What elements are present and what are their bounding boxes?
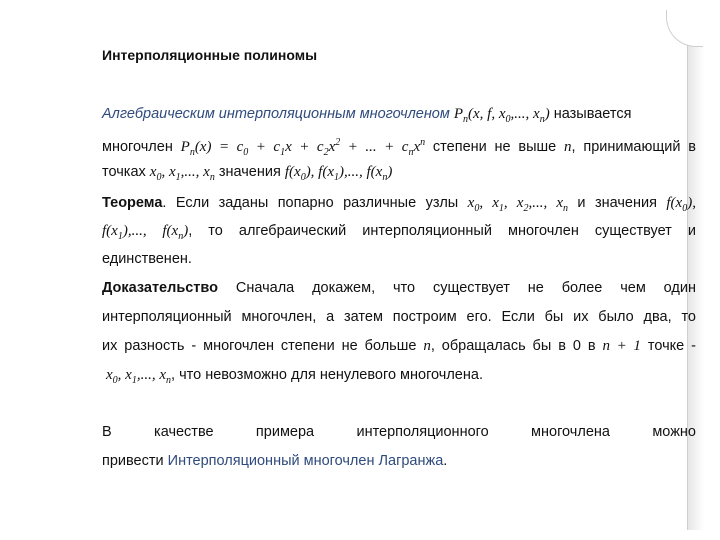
example-text: привести xyxy=(102,453,168,469)
theorem-line-3: единственен. xyxy=(102,251,192,267)
formula-proof-n: n xyxy=(423,338,431,354)
formula-proof-nodes: $x_0$, $x_1$,..., $x_n$ xyxy=(106,367,172,386)
theorem-line-1 xyxy=(102,194,696,212)
definition-line-3 xyxy=(102,163,696,181)
example-word: качестве xyxy=(154,424,214,440)
definition-line-2 xyxy=(102,138,696,156)
definition-term: Алгебраическим интерполяционным многочленом xyxy=(102,106,450,122)
example-word: интерполяционного xyxy=(356,424,489,440)
theorem-line-2 xyxy=(102,222,696,240)
proof-text-1: Сначала докажем, что существует не более чем один xyxy=(217,280,696,296)
formula-n-plus-1: n + 1 xyxy=(602,338,641,354)
definition-values: значения xyxy=(214,164,285,180)
theorem-and-values: и значения xyxy=(568,195,667,211)
definition-line-1 xyxy=(102,105,696,123)
example-line-2 xyxy=(102,452,696,470)
lagrange-link[interactable]: Интерполяционный многочлен Лагранжа xyxy=(167,453,444,469)
proof-text-3a: их разность - многочлен степени не больше xyxy=(102,338,424,354)
definition-polynomial-word: многочлен xyxy=(102,139,181,155)
proof-line-4 xyxy=(106,366,700,384)
proof-text-4: , что невозможно для ненулевого многочлена. xyxy=(171,367,483,383)
formula-n: n xyxy=(564,139,572,155)
example-word: можно xyxy=(652,424,696,440)
definition-points: точках xyxy=(102,164,150,180)
theorem-text-2: , то алгебраический интерполяционный многочлен существует и xyxy=(188,223,696,239)
proof-text-3c: точке - xyxy=(640,338,696,354)
formula-polynomial: $P_n(x) = c_0 + c_1x + c_2x^2$ + ... + $c_nx^n$ xyxy=(180,137,426,158)
definition-called: называется xyxy=(549,106,632,122)
example-period: . xyxy=(443,453,448,469)
theorem-text-1: . Если заданы попарно различные узлы xyxy=(162,195,468,211)
example-word: примера xyxy=(255,424,315,440)
proof-line-3 xyxy=(102,337,696,355)
slide-title: Интерполяционные полиномы xyxy=(102,47,318,63)
formula-nodes: $x_0$, $x_1$,..., $x_n$ xyxy=(149,164,215,183)
proof-text-3b: , обращалась бы в 0 в xyxy=(430,338,603,354)
definition-degree: степени не выше xyxy=(425,139,565,155)
page-curl xyxy=(666,10,703,47)
proof-line-1 xyxy=(102,279,696,297)
example-word: многочлена xyxy=(531,424,610,440)
formula-values: $f(x_0)$, $f(x_1)$,..., $f(x_n)$ xyxy=(284,164,393,183)
theorem-label: Теорема xyxy=(102,195,163,211)
example-word: В xyxy=(102,424,112,440)
formula-theorem-values: $f(x_1)$,..., $f(x_n)$ xyxy=(102,223,189,242)
proof-label: Доказательство xyxy=(102,280,218,296)
proof-line-2: интерполяционный многочлен, а затем построим его. Если бы их было два, то xyxy=(102,309,696,325)
definition-taking: , принимающий в xyxy=(571,139,696,155)
formula-pn-args: $P_n(x$, f, $x_0$,..., $x_n$) xyxy=(453,106,550,125)
example-line-1 xyxy=(102,423,696,441)
formula-theorem-nodes: $x_0$, $x_1$, $x_2$,..., $x_n$ xyxy=(467,195,568,214)
formula-f-x0: $f(x_0)$, xyxy=(666,195,696,214)
